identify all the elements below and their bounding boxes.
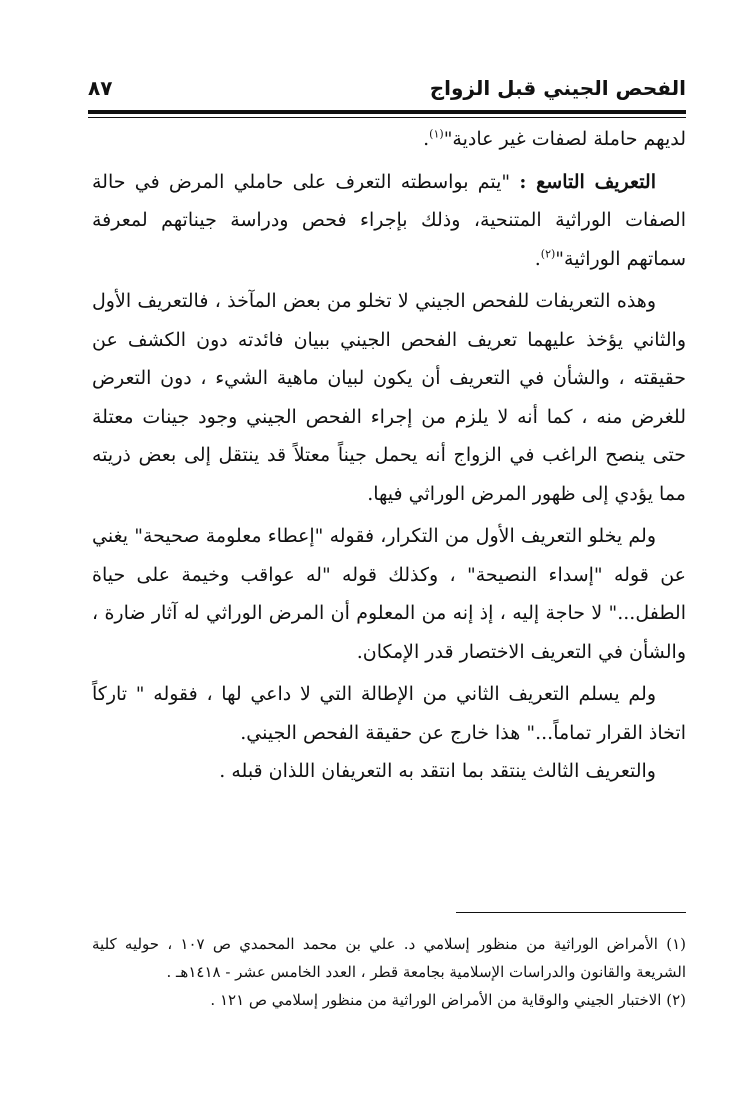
paragraph-1-end: . <box>423 128 430 150</box>
footnote-separator <box>456 912 686 913</box>
footnote-ref-2: (٢) <box>540 247 556 261</box>
paragraph-4: ولم يخلو التعريف الأول من التكرار، فقوله "إعطاء معلومة صحيحة" يغني عن قوله "إسداء النصيحة" ، وكذلك قوله "له عواقب وخيمة على حياة الطفل..." لا حاجة إليه ، إذ إنه من المعلوم أن المرض الوراثي له آثار ضارة ، والشأن في التعريف الاختصار قدر الإمكان. <box>92 525 686 663</box>
definition-label: التعريف التاسع : <box>519 170 656 193</box>
header-rule-thin <box>88 117 686 118</box>
header-rule-thick <box>88 110 686 114</box>
footnote-ref-1: (١) <box>429 127 444 141</box>
paragraph-5: ولم يسلم التعريف الثاني من الإطالة التي لا داعي لها ، فقوله " تاركاً اتخاذ القرار تماماً..." هذا خارج عن حقيقة الفحص الجيني. <box>92 683 686 744</box>
footnote-1: (١) الأمراض الوراثية من منظور إسلامي د. علي بن محمد المحمدي ص ١٠٧ ، حوليه كلية الشريعة والقانون والدراسات الإسلامية بجامعة قطر ، العدد الخامس عشر - ١٤١٨هـ . <box>92 935 686 981</box>
page-header <box>88 72 686 110</box>
page-number: ٨٧ <box>88 76 113 100</box>
paragraph-6: والتعريف الثالث ينتقد بما انتقد به التعريفان اللذان قبله . <box>219 760 656 782</box>
paragraph-2-text: "يتم بواسطته التعرف على حاملي المرض في حالة الصفات الوراثية المتنحية، وذلك بإجراء فحص ودراسة جيناتهم لمعرفة سماتهم الوراثية" <box>92 170 686 270</box>
footnote-2: (٢) الاختبار الجيني والوقاية من الأمراض الوراثية من منظور إسلامي ص ١٢١ . <box>210 991 686 1009</box>
paragraph-1-text: لديهم حاملة لصفات غير عادية" <box>443 128 686 150</box>
paragraph-1 <box>92 120 686 159</box>
footnotes <box>92 930 686 1014</box>
body-text <box>92 120 686 791</box>
running-title: الفحص الجيني قبل الزواج <box>429 76 686 100</box>
paragraph-2-end: . <box>534 247 541 270</box>
paragraph-3: وهذه التعريفات للفحص الجيني لا تخلو من بعض المآخذ ، فالتعريف الأول والثاني يؤخذ عليهما تعريف الفحص الجيني ببيان فائدته دون الكشف عن حقيقته ، والشأن في التعريف أن يكون لبيان ماهية الشيء ، دون التعرض للغرض منه ، كما أنه لا يلزم من إجراء الفحص الجيني وجود جينات معتلة حتى ينصح الراغب في الزواج أنه يحمل جيناً معتلاً قد ينتقل إلى بعض ذريته مما يؤدي إلى ظهور المرض الوراثي فيها. <box>92 290 687 505</box>
paragraph-2 <box>92 163 686 279</box>
